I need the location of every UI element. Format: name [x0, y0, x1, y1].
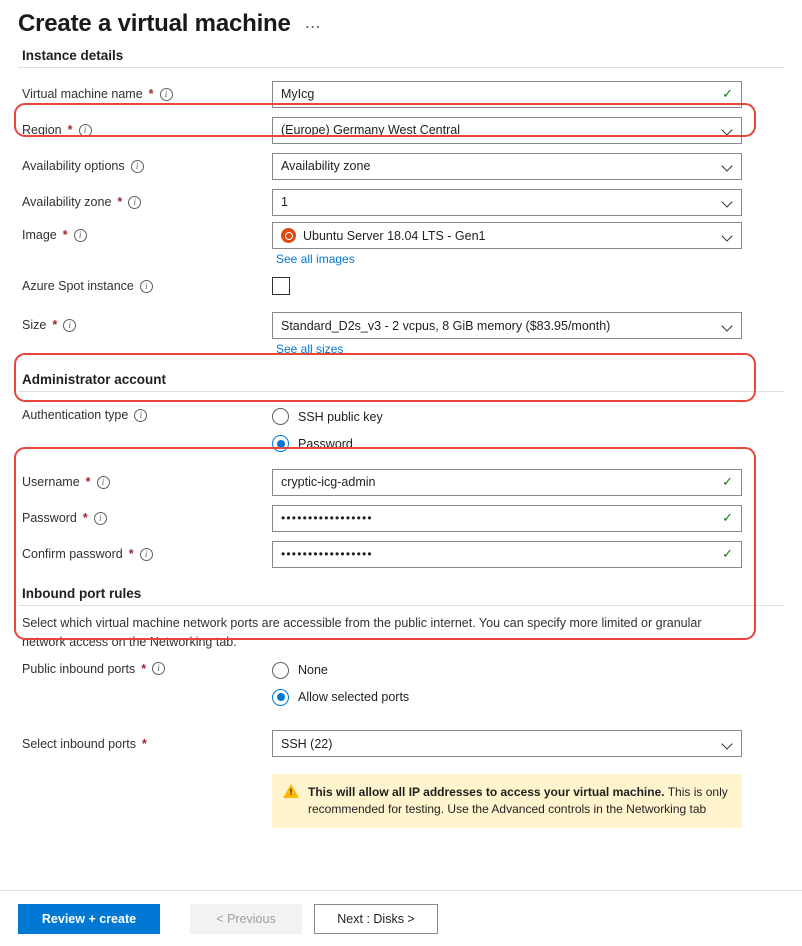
row-azure-spot [18, 268, 784, 304]
public-inbound-ports-option-allow-label: Allow selected ports [298, 690, 410, 704]
row-password [18, 500, 784, 536]
form-area [0, 38, 802, 828]
page-header [0, 0, 802, 38]
radio-icon-selected [272, 435, 289, 452]
region-value: (Europe) Germany West Central [281, 123, 460, 137]
image-value: Ubuntu Server 18.04 LTS - Gen1 [303, 228, 486, 243]
label-region [22, 123, 272, 137]
password-input[interactable] [272, 505, 742, 532]
required-marker: * [52, 318, 58, 332]
previous-button[interactable]: < Previous [190, 904, 302, 934]
label-image [22, 222, 272, 242]
size-select[interactable] [272, 312, 742, 339]
info-icon[interactable]: i [134, 409, 147, 422]
field-size [272, 312, 742, 356]
auth-type-option-ssh-label: SSH public key [298, 409, 383, 424]
select-inbound-ports-value: SSH (22) [281, 736, 333, 751]
username-value: cryptic-icg-admin [281, 475, 376, 489]
warning-icon [283, 784, 299, 798]
label-azure-spot-text: Azure Spot instance [22, 279, 134, 293]
row-availability-zone [18, 184, 784, 220]
label-availability-options-text: Availability options [22, 159, 125, 173]
more-actions-icon[interactable]: ⋯ [304, 19, 322, 36]
username-input[interactable] [272, 469, 742, 496]
ubuntu-icon [281, 228, 296, 243]
row-select-inbound-ports [18, 726, 784, 762]
radio-icon [272, 662, 289, 679]
availability-options-value: Availability zone [281, 159, 371, 173]
valid-check-icon: ✓ [722, 474, 733, 489]
chevron-down-icon [723, 197, 733, 207]
section-title-administrator-account: Administrator account [22, 372, 167, 387]
field-vm-name [272, 81, 742, 108]
inbound-ports-warning [272, 774, 742, 829]
valid-check-icon: ✓ [722, 546, 733, 561]
see-all-sizes-link[interactable]: See all sizes [276, 342, 344, 356]
required-marker: * [141, 661, 147, 676]
section-divider-instance-details [18, 67, 784, 68]
label-select-inbound-ports [22, 737, 272, 751]
auth-type-option-ssh[interactable] [272, 408, 742, 425]
vm-name-value: MyIcg [281, 87, 315, 101]
field-public-inbound-ports [272, 662, 742, 706]
required-marker: * [67, 123, 73, 137]
availability-zone-select[interactable] [272, 189, 742, 216]
section-divider-administrator-account [18, 391, 784, 392]
field-confirm-password [272, 541, 742, 568]
label-region-text: Region [22, 123, 62, 137]
info-icon[interactable]: i [140, 280, 153, 293]
label-size-text: Size [22, 318, 47, 332]
row-region [18, 112, 784, 148]
info-icon[interactable]: i [140, 548, 153, 561]
chevron-down-icon [723, 125, 733, 135]
field-auth-type [272, 408, 742, 452]
radio-icon-selected [272, 689, 289, 706]
label-password-text: Password [22, 511, 77, 525]
required-marker: * [85, 475, 91, 489]
info-icon[interactable]: i [128, 196, 141, 209]
warning-text-strong: This will allow all IP addresses to access your virtual machine. [308, 784, 665, 799]
row-vm-name [18, 76, 784, 112]
label-public-inbound-ports [22, 662, 272, 676]
public-inbound-ports-radio-group [272, 662, 742, 706]
row-auth-type [18, 400, 784, 458]
vm-name-input[interactable] [272, 81, 742, 108]
label-azure-spot [22, 279, 272, 293]
warning-text-rest: This is only recommended for testing. Use the Advanced controls in the Networking tab [308, 784, 728, 816]
size-value: Standard_D2s_v3 - 2 vcpus, 8 GiB memory ($83.95/month) [281, 318, 611, 333]
warning-text [308, 784, 731, 819]
chevron-down-icon [723, 161, 733, 171]
info-icon[interactable]: i [97, 476, 110, 489]
field-password [272, 505, 742, 532]
inbound-ports-description: Select which virtual machine network ports are accessible from the public internet. You can specify more limited or granular network access on the Networking tab. [22, 616, 702, 649]
label-vm-name [22, 87, 272, 101]
row-availability-options [18, 148, 784, 184]
review-create-button[interactable]: Review + create [18, 904, 160, 934]
radio-icon [272, 408, 289, 425]
public-inbound-ports-option-none[interactable] [272, 662, 742, 679]
field-availability-zone [272, 189, 742, 216]
label-auth-type [22, 408, 272, 422]
region-select[interactable] [272, 117, 742, 144]
label-username [22, 475, 272, 489]
field-username [272, 469, 742, 496]
field-image [272, 222, 742, 266]
availability-zone-value: 1 [281, 195, 288, 209]
label-public-inbound-ports-text: Public inbound ports [22, 661, 136, 676]
field-select-inbound-ports [272, 730, 742, 757]
required-marker: * [148, 87, 154, 101]
info-icon[interactable]: i [152, 662, 165, 675]
required-marker: * [128, 547, 134, 561]
section-title-inbound-port-rules: Inbound port rules [22, 586, 142, 601]
image-select[interactable] [272, 222, 742, 249]
required-marker: * [82, 511, 88, 525]
label-confirm-password [22, 547, 272, 561]
confirm-password-value: ••••••••••••••••• [281, 547, 373, 561]
select-inbound-ports-select[interactable] [272, 730, 742, 757]
section-title-instance-details: Instance details [22, 48, 124, 63]
label-vm-name-text: Virtual machine name [22, 87, 143, 101]
info-icon[interactable]: i [131, 160, 144, 173]
confirm-password-input[interactable] [272, 541, 742, 568]
label-availability-zone-text: Availability zone [22, 195, 112, 209]
page-title: Create a virtual machine [18, 10, 291, 37]
public-inbound-ports-option-none-label: None [298, 663, 328, 677]
azure-spot-checkbox[interactable] [272, 277, 290, 295]
info-icon[interactable]: i [63, 319, 76, 332]
field-availability-options [272, 153, 742, 180]
auth-type-option-password-label: Password [298, 436, 353, 451]
public-inbound-ports-option-allow[interactable] [272, 689, 742, 706]
row-image [18, 220, 784, 268]
field-region [272, 117, 742, 144]
row-public-inbound-ports [18, 660, 784, 718]
label-username-text: Username [22, 475, 80, 489]
required-marker: * [62, 228, 68, 242]
password-value: ••••••••••••••••• [281, 511, 373, 525]
see-all-images-link[interactable]: See all images [276, 252, 355, 266]
required-marker: * [141, 736, 147, 751]
row-confirm-password [18, 536, 784, 572]
label-select-inbound-ports-text: Select inbound ports [22, 736, 136, 751]
label-availability-zone [22, 195, 272, 209]
row-username [18, 464, 784, 500]
auth-type-option-password[interactable] [272, 435, 742, 452]
label-confirm-password-text: Confirm password [22, 547, 123, 561]
label-availability-options [22, 159, 272, 173]
field-azure-spot [272, 277, 742, 295]
section-divider-inbound-port-rules [18, 605, 784, 606]
info-icon[interactable]: i [160, 88, 173, 101]
footer-bar [0, 890, 802, 946]
valid-check-icon: ✓ [722, 510, 733, 525]
auth-type-radio-group [272, 408, 742, 452]
info-icon[interactable]: i [79, 124, 92, 137]
required-marker: * [117, 195, 123, 209]
label-password [22, 511, 272, 525]
valid-check-icon: ✓ [722, 86, 733, 101]
label-size [22, 312, 272, 332]
label-image-text: Image [22, 228, 57, 242]
info-icon[interactable]: i [74, 229, 87, 242]
chevron-down-icon [723, 321, 733, 331]
next-disks-button[interactable]: Next : Disks > [314, 904, 438, 934]
label-auth-type-text: Authentication type [22, 408, 129, 422]
row-size [18, 310, 784, 358]
availability-options-select[interactable] [272, 153, 742, 180]
info-icon[interactable]: i [94, 512, 107, 525]
chevron-down-icon [723, 739, 733, 749]
chevron-down-icon [723, 231, 733, 241]
